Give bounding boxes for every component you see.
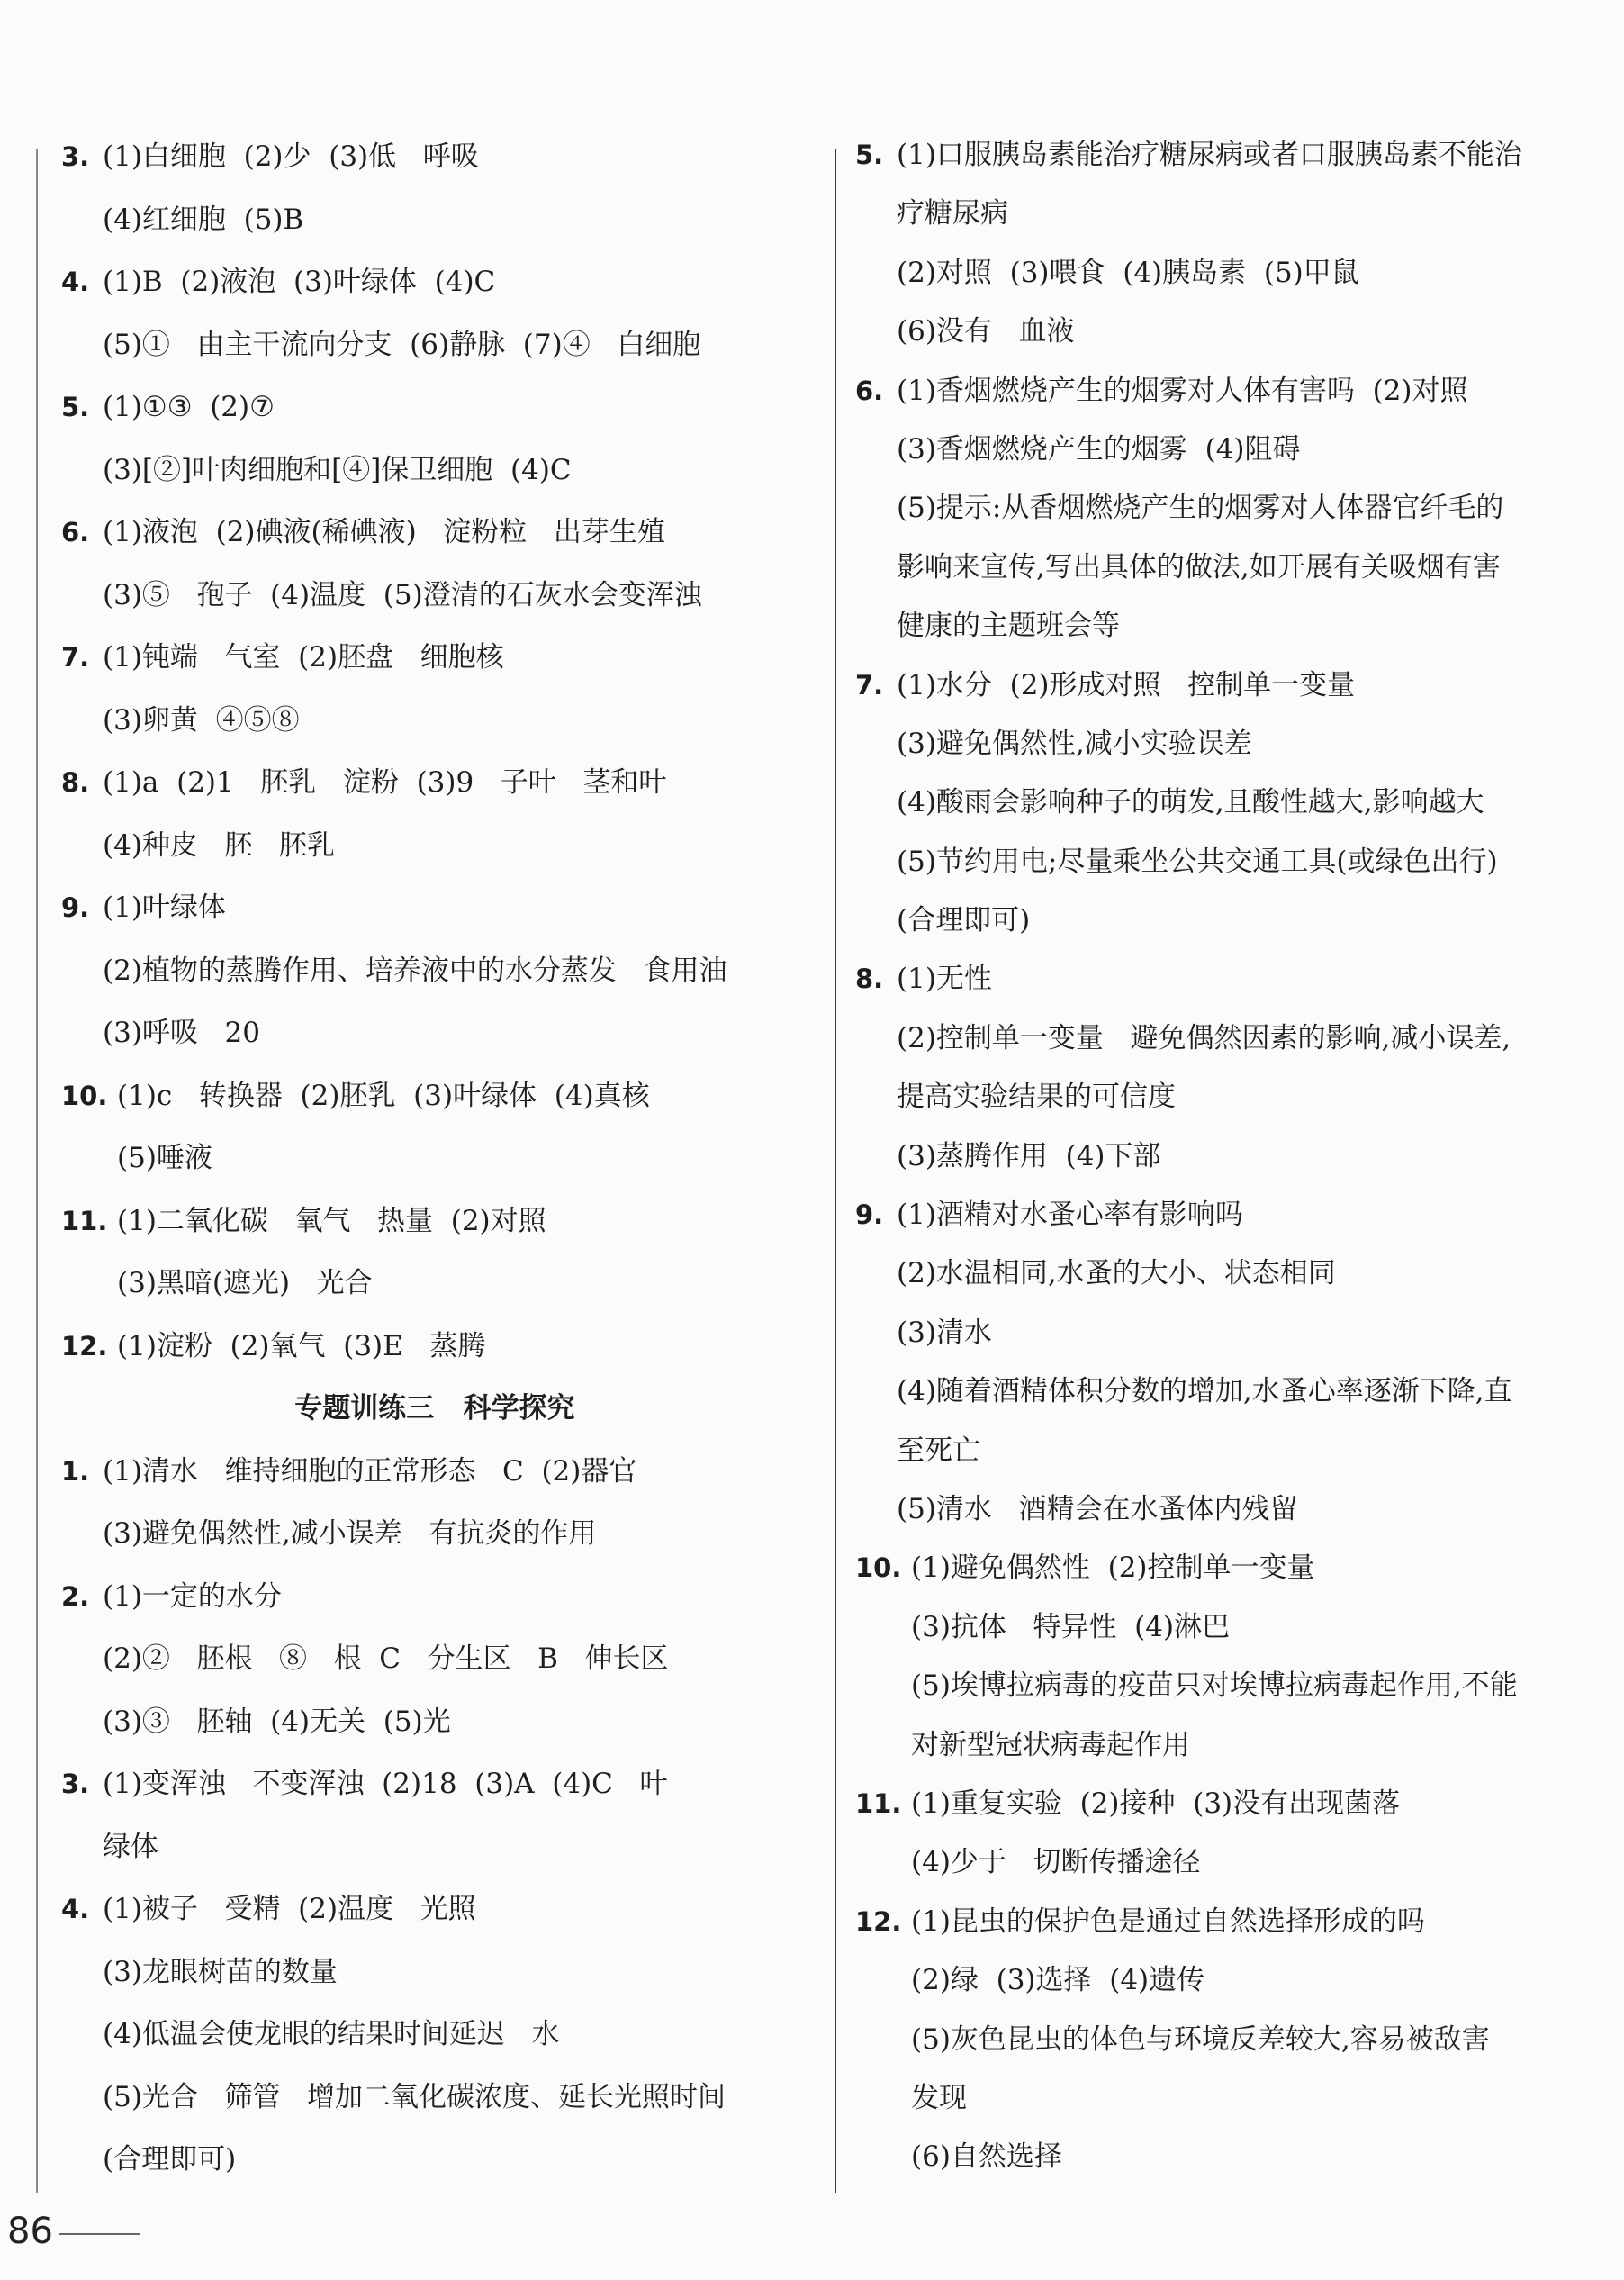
answer-text: (5)埃博拉病毒的疫苗只对埃博拉病毒起作用,不能 (911, 1669, 1518, 1703)
answer-text: (1)钝端 气室 (2)胚盘 细胞核 (103, 641, 504, 674)
answer-text: (1)口服胰岛素能治疗糖尿病或者口服胰岛素不能治 (897, 139, 1522, 171)
page-number: 86 (7, 2211, 53, 2252)
answer-text: (1)液泡 (2)碘液(稀碘液) 淀粉粒 出芽生殖 (103, 516, 665, 548)
answer-text: (1)酒精对水蚤心率有影响吗 (897, 1199, 1243, 1232)
question-number: 1. (61, 1455, 90, 1487)
answer-continuation-line (855, 421, 1602, 479)
answer-text: (2)② 胚根 ⑧ 根 C 分生区 B 伸长区 (103, 1642, 669, 1675)
answer-text: (1)被子 受精 (2)温度 光照 (103, 1893, 476, 1925)
answer-text: (6)自然选择 (911, 2140, 1062, 2174)
answer-continuation-line (855, 1716, 1602, 1775)
answer-text: (1)无性 (897, 963, 992, 996)
question-number: 4. (61, 267, 90, 297)
question-line (61, 752, 808, 815)
answer-continuation-line (61, 1691, 808, 1754)
answer-text: (1)变浑浊 不变浑浊 (2)18 (3)A (4)C 叶 (103, 1768, 668, 1800)
question-number: 11. (61, 1205, 108, 1236)
question-line (855, 656, 1602, 715)
answer-text: 发现 (911, 2081, 967, 2114)
answer-text: (1)一定的水分 (103, 1579, 282, 1613)
answer-text: (1)重复实验 (2)接种 (3)没有出现菌落 (911, 1787, 1401, 1820)
question-number: 9. (61, 892, 90, 923)
question-line (855, 1186, 1602, 1244)
answer-continuation-line (61, 690, 808, 753)
answer-text: 健康的主题班会等 (897, 610, 1120, 643)
answer-continuation-line (61, 1253, 808, 1316)
answer-text: (3)抗体 特异性 (4)淋巴 (911, 1610, 1231, 1643)
answer-text: (2)对照 (3)喂食 (4)胰岛素 (5)甲鼠 (897, 256, 1359, 289)
answer-continuation-line (855, 538, 1602, 597)
question-line (61, 1065, 808, 1128)
question-number: 9. (855, 1199, 884, 1231)
answer-text: 至死亡 (897, 1434, 980, 1467)
answer-text: (1)水分 (2)形成对照 控制单一变量 (897, 668, 1356, 701)
question-number: 6. (855, 375, 884, 406)
question-number: 5. (61, 392, 90, 422)
answer-text: (5)灰色昆虫的体色与环境反差较大,容易被敌害 (911, 2022, 1490, 2056)
question-number: 12. (61, 1330, 108, 1362)
answer-text: (5)节约用电;尽量乘坐公共交通工具(或绿色出行) (897, 845, 1498, 878)
column-divider (835, 149, 836, 2193)
question-line (61, 1441, 808, 1504)
answer-continuation-line (855, 1833, 1602, 1892)
question-number: 7. (855, 669, 884, 701)
question-number: 6. (61, 517, 90, 547)
answer-text: (4)种皮 胚 胚乳 (103, 828, 336, 862)
answer-continuation-line (61, 815, 808, 878)
answer-text: (3)⑤ 孢子 (4)温度 (5)澄清的石灰水会变浑浊 (103, 578, 702, 611)
answer-continuation-line (855, 1598, 1602, 1657)
answer-text: (1)①③ (2)⑦ (103, 391, 275, 423)
answer-text: (4)酸雨会影响种子的萌发,且酸性越大,影响越大 (897, 786, 1484, 819)
question-line (61, 1753, 808, 1816)
question-number: 4. (61, 1894, 90, 1924)
answer-text: (2)植物的蒸腾作用、培养液中的水分蒸发 食用油 (103, 954, 727, 987)
answer-text: (3)清水 (897, 1316, 992, 1349)
question-number: 3. (61, 141, 90, 172)
question-number: 8. (855, 964, 884, 995)
section-title: 专题训练三 科学探究 (294, 1392, 575, 1425)
answer-text: (3)卵黄 ④⑤⑧ (103, 703, 300, 737)
answer-text: 影响来宣传,写出具体的做法,如开展有关吸烟有害 (897, 550, 1501, 584)
answer-continuation-line (61, 314, 808, 377)
answer-continuation-line (61, 1816, 808, 1879)
answer-continuation-line (61, 2004, 808, 2067)
answer-continuation-line (61, 439, 808, 502)
answer-continuation-line (855, 774, 1602, 832)
question-number: 10. (61, 1080, 108, 1111)
answer-continuation-line (855, 715, 1602, 774)
answer-text: (3)龙眼树苗的数量 (103, 1955, 338, 1988)
question-line (61, 376, 808, 439)
answer-text: (2)绿 (3)选择 (4)遗传 (911, 1964, 1205, 1997)
question-number: 10. (855, 1552, 902, 1584)
answer-text: (6)没有 血液 (897, 315, 1075, 348)
question-number: 11. (855, 1787, 902, 1819)
answer-text: (1)淀粉 (2)氧气 (3)E 蒸腾 (117, 1329, 486, 1362)
answer-text: (1)c 转换器 (2)胚乳 (3)叶绿体 (4)真核 (117, 1079, 650, 1112)
answer-continuation-line (855, 1127, 1602, 1186)
answer-continuation-line (61, 2129, 808, 2192)
question-line (61, 126, 808, 189)
question-number: 8. (61, 767, 90, 798)
answer-continuation-line (855, 1244, 1602, 1303)
answer-text: (1)香烟燃烧产生的烟雾对人体有害吗 (2)对照 (897, 374, 1468, 407)
answer-text: (合理即可) (103, 2143, 237, 2176)
question-line (855, 126, 1602, 185)
answer-continuation-line (855, 1304, 1602, 1362)
right-answer-column (855, 126, 1602, 2187)
question-line (855, 1893, 1602, 1951)
answer-continuation-line (855, 1480, 1602, 1539)
margin-rule (36, 149, 38, 2193)
answer-text: (1)二氧化碳 氧气 热量 (2)对照 (117, 1204, 546, 1237)
question-number: 12. (855, 1905, 902, 1937)
question-line (61, 1190, 808, 1253)
answer-continuation-line (855, 1362, 1602, 1421)
answer-text: (3)香烟燃烧产生的烟雾 (4)阻碍 (897, 432, 1301, 466)
left-answer-column (61, 126, 808, 2192)
answer-text: 对新型冠状病毒起作用 (911, 1728, 1190, 1761)
answer-text: (5)光合 筛管 增加二氧化碳浓度、延长光照时间 (103, 2080, 726, 2113)
answer-text: 疗糖尿病 (897, 197, 1008, 231)
answer-continuation-line (855, 303, 1602, 361)
question-line (61, 251, 808, 314)
question-line (61, 877, 808, 940)
answer-text: (1)清水 维持细胞的正常形态 C (2)器官 (103, 1454, 637, 1488)
answer-continuation-line (855, 1951, 1602, 2010)
question-line (61, 627, 808, 690)
answer-text: (5)清水 酒精会在水蚤体内残留 (897, 1492, 1298, 1525)
answer-continuation-line (61, 1628, 808, 1691)
answer-continuation-line (855, 891, 1602, 950)
answer-text: (4)红细胞 (5)B (103, 203, 304, 236)
answer-continuation-line (855, 2128, 1602, 2186)
answer-text: (5)提示:从香烟燃烧产生的烟雾对人体器官纤毛的 (897, 492, 1504, 525)
answer-continuation-line (855, 1422, 1602, 1480)
question-line (855, 1775, 1602, 1833)
answer-continuation-line (61, 940, 808, 1003)
question-number: 7. (61, 642, 90, 673)
answer-continuation-line (855, 1657, 1602, 1715)
answer-continuation-line (855, 185, 1602, 243)
answer-text: (4)低温会使龙眼的结果时间延迟 水 (103, 2018, 560, 2050)
answer-continuation-line (61, 1941, 808, 2004)
question-line (61, 1878, 808, 1941)
answer-continuation-line (855, 2011, 1602, 2069)
answer-text: 提高实验结果的可信度 (897, 1081, 1176, 1114)
answer-text: (4)随着酒精体积分数的增加,水蚤心率逐渐下降,直 (897, 1375, 1512, 1408)
answer-text: (3)呼吸 20 (103, 1017, 260, 1049)
question-line (61, 502, 808, 565)
answer-text: (3)蒸腾作用 (4)下部 (897, 1139, 1161, 1172)
question-number: 5. (855, 140, 884, 170)
answer-continuation-line (61, 2067, 808, 2130)
answer-text: (5)唾液 (117, 1142, 212, 1174)
answer-text: (1)白细胞 (2)少 (3)低 呼吸 (103, 140, 479, 173)
answer-text: (2)水温相同,水蚤的大小、状态相同 (897, 1257, 1336, 1290)
answer-continuation-line (855, 479, 1602, 538)
answer-text: (4)少于 切断传播途径 (911, 1846, 1201, 1879)
question-line (61, 1566, 808, 1629)
answer-continuation-line (855, 2069, 1602, 2128)
question-line (855, 1539, 1602, 1597)
question-line (855, 362, 1602, 421)
answer-text: (3)黑暗(遮光) 光合 (117, 1267, 373, 1299)
answer-continuation-line (855, 1009, 1602, 1068)
answer-continuation-line (855, 597, 1602, 656)
answer-continuation-line (61, 1503, 808, 1566)
answer-text: (3)③ 胚轴 (4)无关 (5)光 (103, 1705, 451, 1738)
question-number: 2. (61, 1580, 90, 1612)
answer-continuation-line (61, 189, 808, 252)
question-line (855, 950, 1602, 1009)
answer-text: (1)a (2)1 胚乳 淀粉 (3)9 子叶 茎和叶 (103, 766, 667, 799)
answer-continuation-line (61, 1002, 808, 1065)
answer-continuation-line (61, 565, 808, 628)
answer-continuation-line (855, 244, 1602, 303)
answer-text: (1)昆虫的保护色是通过自然选择形成的吗 (911, 1905, 1425, 1938)
answer-text: (1)叶绿体 (103, 891, 226, 924)
answer-text: (3)避免偶然性,减小误差 有抗炎的作用 (103, 1517, 597, 1550)
page-number-rule (59, 2233, 140, 2235)
answer-continuation-line (855, 1068, 1602, 1126)
question-line (61, 1316, 808, 1379)
answer-text: (1)B (2)液泡 (3)叶绿体 (4)C (103, 266, 496, 298)
answer-continuation-line (855, 833, 1602, 891)
answer-text: (5)① 由主干流向分支 (6)静脉 (7)④ 白细胞 (103, 328, 701, 361)
answer-text: (3)[②]叶肉细胞和[④]保卫细胞 (4)C (103, 453, 572, 486)
answer-continuation-line (61, 1127, 808, 1190)
answer-text: (2)控制单一变量 避免偶然因素的影响,减小误差, (897, 1021, 1511, 1054)
answer-text: (合理即可) (897, 904, 1031, 937)
question-number: 3. (61, 1769, 90, 1799)
answer-text: (3)避免偶然性,减小实验误差 (897, 727, 1252, 760)
answer-text: 绿体 (103, 1830, 158, 1863)
answer-text: (1)避免偶然性 (2)控制单一变量 (911, 1552, 1315, 1585)
